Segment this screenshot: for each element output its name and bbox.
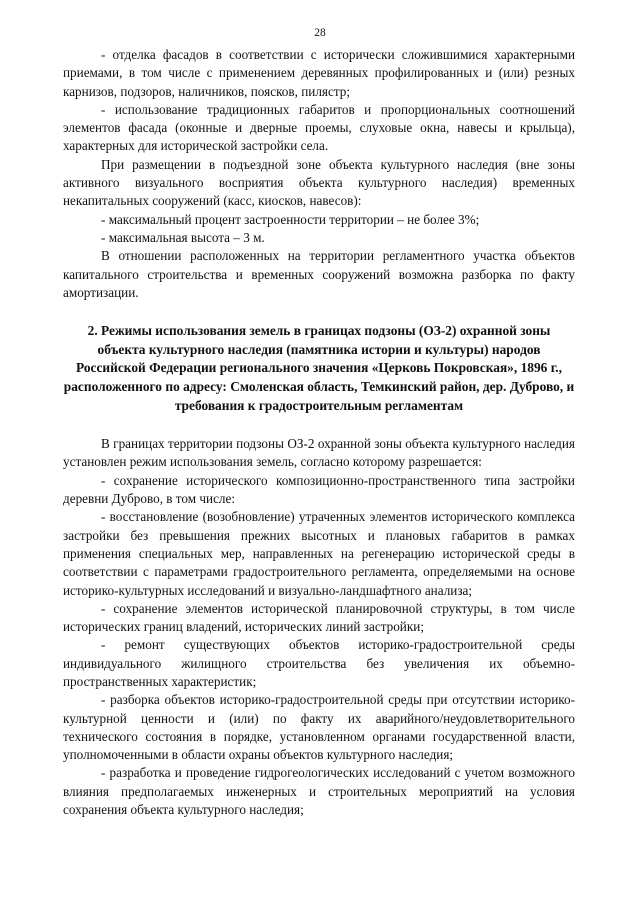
paragraph: - восстановление (возобновление) утраченных элементов исторического комплекса застройки без превышения прежних высотных и плановых габаритов в рамках применения специальных мер, направленных на регенерацию исторической среды в соответствии с параметрами градостроительного регламента, определяемыми на основе историко-культурных исследований и визуально-ландшафтного анализа; (63, 509, 575, 598)
paragraph: - сохранение исторического композиционно-пространственного типа застройки деревни Дуброво, в том числе: (63, 472, 575, 507)
paragraph: - сохранение элементов исторической планировочной структуры, в том числе исторических границ владений, исторических линий застройки; (63, 600, 575, 635)
paragraph: - максимальная высота – 3 м. (101, 229, 265, 245)
paragraph: - максимальный процент застроенности территории – не более 3%; (101, 211, 480, 227)
paragraph: В отношении расположенных на территории регламентного участка объектов капитального строительства и временных сооружений возможна разборка по факту амортизации. (63, 248, 575, 300)
paragraph: В границах территории подзоны ОЗ-2 охранной зоны объекта культурного наследия установлен режим использования земель, согласно которому разрешается: (63, 436, 575, 470)
page-number: 28 (314, 27, 326, 39)
paragraph: - отделка фасадов в соответствии с исторически сложившимися характерными приемами, в том числе с применением деревянных профилированных и (или) резных карнизов, подзоров, наличников, поясков, пилястр; (63, 47, 575, 99)
paragraph: При размещении в подъездной зоне объекта культурного наследия (вне зоны активного визуального восприятия объекта культурного наследия) временных некапитальных сооружений (касс, киосков, навесов): (63, 156, 575, 209)
paragraph: - ремонт существующих объектов историко-градостроительной среды индивидуального жилищного строительства без увеличения их объемно-пространственных характеристик; (63, 637, 575, 689)
paragraph: - разработка и проведение гидрогеологических исследований с учетом возможного влияния предполагаемых инженерных и строительных мероприятий на условия сохранения объекта культурного наследия; (63, 765, 575, 818)
document-body (63, 46, 575, 819)
paragraph: - разборка объектов историко-градостроительной среды при отсутствии историко-культурной ценности и (или) по факту их аварийного/неудовлетворительного технического состояния в порядке, установленном органами государственной власти, уполномоченными в области охраны объектов культурного наследия; (63, 692, 575, 763)
section-heading: 2. Режимы использования земель в границах подзоны (ОЗ-2) охранной зоны объекта культурного наследия (памятника истории и культуры) народов Российской Федерации регионального значения «Церковь Покровская», 1896 г., расположенного по адресу: Смоленская область, Темкинский район, дер. Дуброво, и требования к градостроительным регламентам (63, 323, 575, 413)
paragraph: - использование традиционных габаритов и пропорциональных соотношений элементов фасада (оконные и дверные проемы, слуховые окна, навесы и крыльца), характерных для исторической застройки села. (63, 101, 575, 154)
